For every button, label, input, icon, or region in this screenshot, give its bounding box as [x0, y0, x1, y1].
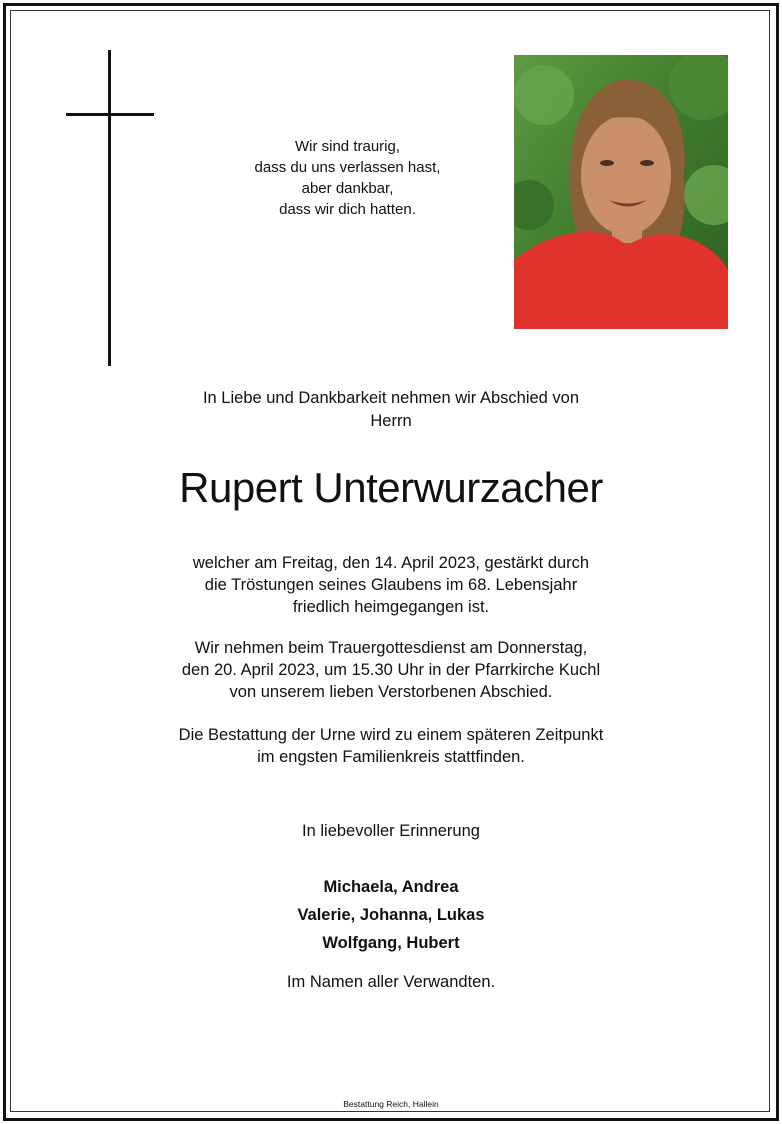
paragraph-line: von unserem lieben Verstorbenen Abschied.: [229, 683, 553, 701]
portrait-photo: [514, 55, 728, 329]
quote-line: aber dankbar,: [301, 180, 394, 197]
family-name-line: Michaela, Andrea: [323, 878, 459, 896]
death-notice-paragraph: [0, 552, 782, 618]
paragraph-line: im engsten Familienkreis stattfinden.: [257, 748, 525, 766]
intro-line: In Liebe und Dankbarkeit nehmen wir Abschied von: [202, 389, 580, 407]
memory-line: In liebevoller Erinnerung: [302, 822, 480, 840]
paragraph-line: den 20. April 2023, um 15.30 Uhr in der Pfarrkirche Kuchl: [181, 661, 601, 679]
paragraph-line: Die Bestattung der Urne wird zu einem späteren Zeitpunkt: [178, 726, 604, 744]
paragraph-line: friedlich heimgegangen ist.: [292, 598, 490, 616]
memorial-quote: [215, 136, 480, 220]
relatives-line: Im Namen aller Verwandten.: [286, 973, 496, 991]
farewell-intro: [0, 387, 782, 433]
burial-paragraph: [0, 724, 782, 768]
intro-line: Herrn: [370, 412, 412, 430]
paragraph-line: Wir nehmen beim Trauergottesdienst am Donnerstag,: [194, 639, 588, 657]
funeral-home-credit: Bestattung Reich, Hallein: [343, 1099, 439, 1109]
paragraph-line: welcher am Freitag, den 14. April 2023, gestärkt durch: [192, 554, 590, 572]
quote-line: dass wir dich hatten.: [279, 201, 416, 218]
paragraph-line: die Tröstungen seines Glaubens im 68. Lebensjahr: [204, 576, 578, 594]
deceased-name: Rupert Unterwurzacher: [179, 464, 603, 511]
family-names: [0, 873, 782, 957]
quote-line: dass du uns verlassen hast,: [254, 159, 441, 176]
service-paragraph: [0, 637, 782, 703]
family-name-line: Valerie, Johanna, Lukas: [297, 906, 485, 924]
quote-line: Wir sind traurig,: [294, 138, 401, 155]
family-name-line: Wolfgang, Hubert: [322, 934, 460, 952]
